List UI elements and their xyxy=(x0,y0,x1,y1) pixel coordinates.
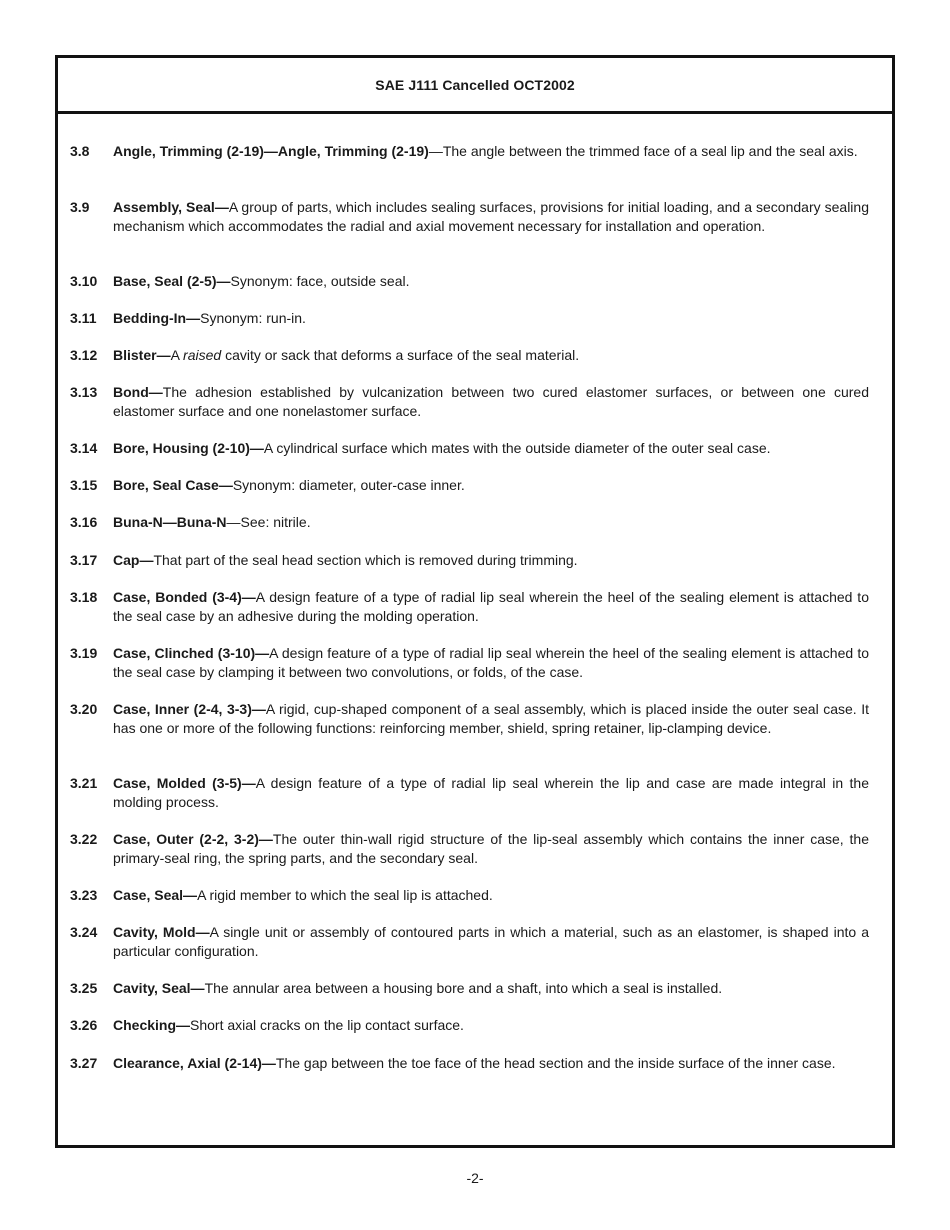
entry-number: 3.24 xyxy=(70,924,98,940)
entry-term: Case, Outer (2-2, 3-2)— xyxy=(113,831,273,847)
definition-entry xyxy=(70,513,869,532)
entry-definition: A rigid, cup-shaped component of a seal assembly, which is placed inside the outer seal case. It has one or more of the following functions: reinforcing member, shield, spring retainer, lip-clamping device. xyxy=(113,701,869,736)
entry-text xyxy=(113,588,869,626)
entry-term: Case, Molded (3-5)— xyxy=(113,775,256,791)
entry-text xyxy=(113,476,869,495)
entry-number: 3.20 xyxy=(70,701,98,717)
entry-text xyxy=(113,142,869,161)
entry-text xyxy=(113,309,869,328)
entry-term: Clearance, Axial (2-14)— xyxy=(113,1055,276,1071)
document-title: SAE J111 Cancelled OCT2002 xyxy=(375,76,575,93)
entry-number: 3.22 xyxy=(70,831,98,847)
entry-definition: A group of parts, which includes sealing surfaces, provisions for initial loading, and a secondary sealing mechanism which accommodates the radial and axial movement necessary for installation and operation. xyxy=(113,199,869,234)
entry-definition: A rigid member to which the seal lip is attached. xyxy=(197,887,493,903)
entry-number: 3.26 xyxy=(70,1017,98,1033)
entry-text xyxy=(113,383,869,421)
entry-definition-continued: cavity or sack that deforms a surface of the seal material. xyxy=(221,347,580,363)
entry-term: Assembly, Seal— xyxy=(113,199,229,215)
entry-term: Case, Seal— xyxy=(113,887,198,903)
entry-text xyxy=(113,551,869,570)
entry-number: 3.9 xyxy=(70,199,90,215)
entry-term: Cavity, Seal— xyxy=(113,980,205,996)
definition-entry xyxy=(70,272,869,291)
page-number: -2- xyxy=(466,1170,484,1186)
definition-entry xyxy=(70,551,869,570)
entry-definition: —The angle between the trimmed face of a seal lip and the seal axis. xyxy=(428,143,858,159)
entry-term: Case, Clinched (3-10)— xyxy=(113,645,270,661)
entry-definition: A cylindrical surface which mates with the outside diameter of the outer seal case. xyxy=(263,440,771,456)
entry-term: Bore, Seal Case— xyxy=(113,477,233,493)
entry-number: 3.13 xyxy=(70,384,98,400)
definition-entry xyxy=(70,923,869,961)
entry-definition: The gap between the toe face of the head section and the inside surface of the inner case. xyxy=(275,1055,836,1071)
entry-term: Checking— xyxy=(113,1017,191,1033)
entry-number: 3.15 xyxy=(70,477,98,493)
entry-number: 3.19 xyxy=(70,645,98,661)
entry-term: Blister— xyxy=(113,347,171,363)
entry-text xyxy=(113,1016,869,1035)
definition-entry xyxy=(70,1054,869,1073)
definition-entry xyxy=(70,644,869,682)
document-header xyxy=(58,58,892,114)
entry-term: Bore, Housing (2-10)— xyxy=(113,440,264,456)
entry-text xyxy=(113,513,869,532)
entry-number: 3.23 xyxy=(70,887,98,903)
definition-entry xyxy=(70,346,869,365)
entry-text xyxy=(113,346,869,365)
entry-number: 3.10 xyxy=(70,273,98,289)
entry-number: 3.17 xyxy=(70,552,98,568)
entry-text xyxy=(113,774,869,812)
entry-text xyxy=(113,1054,869,1073)
entry-term: Bedding-In— xyxy=(113,310,201,326)
entry-number: 3.8 xyxy=(70,143,90,159)
entry-definition: —See: nitrile. xyxy=(226,514,311,530)
entry-text xyxy=(113,979,869,998)
entry-text xyxy=(113,830,869,868)
entry-definition: Synonym: run-in. xyxy=(200,310,306,326)
entry-definition: A design feature of a type of radial lip seal wherein the lip and case are made integral in the molding process. xyxy=(113,775,869,810)
definition-entry xyxy=(70,1016,869,1035)
entry-definition: That part of the seal head section which is removed during trimming. xyxy=(153,552,578,568)
definition-entry xyxy=(70,886,869,905)
entry-text xyxy=(113,923,869,961)
entry-text xyxy=(113,439,869,458)
entry-definition-italic: raised xyxy=(183,347,222,363)
entry-definition: Synonym: diameter, outer-case inner. xyxy=(232,477,465,493)
definition-entry xyxy=(70,979,869,998)
definition-entry xyxy=(70,309,869,328)
entry-text xyxy=(113,198,869,236)
entry-number: 3.11 xyxy=(70,310,97,326)
entry-definition: A single unit or assembly of contoured parts in which a material, such as an elastomer, is shaped into a particular configuration. xyxy=(113,924,869,959)
definition-entry xyxy=(70,476,869,495)
entry-definition: A xyxy=(170,347,184,363)
entry-number: 3.18 xyxy=(70,589,98,605)
entry-definition: The annular area between a housing bore and a shaft, into which a seal is installed. xyxy=(204,980,723,996)
entry-number: 3.14 xyxy=(70,440,98,456)
definition-entry xyxy=(70,439,869,458)
entry-text xyxy=(113,272,869,291)
entry-definition: The adhesion established by vulcanization between two cured elastomer surfaces, or between one cured elastomer surface and one nonelastomer surface. xyxy=(113,384,869,419)
definition-entry xyxy=(70,383,869,421)
definition-entry xyxy=(70,142,869,161)
entry-term: Cavity, Mold— xyxy=(113,924,210,940)
entry-definition: A design feature of a type of radial lip seal wherein the heel of the sealing element is attached to the seal case by clamping it between two convolutions, or folds, of the case. xyxy=(113,645,869,680)
definition-entry xyxy=(70,830,869,868)
entry-term: Base, Seal (2-5)— xyxy=(113,273,231,289)
definition-entry xyxy=(70,198,869,236)
entry-term: Case, Bonded (3-4)— xyxy=(113,589,256,605)
entry-number: 3.25 xyxy=(70,980,98,996)
entry-text xyxy=(113,886,869,905)
entry-definition: The outer thin-wall rigid structure of the lip-seal assembly which contains the inner case, the primary-seal ring, the spring parts, and the secondary seal. xyxy=(113,831,869,866)
entry-definition: Synonym: face, outside seal. xyxy=(230,273,410,289)
entry-number: 3.21 xyxy=(70,775,98,791)
entry-number: 3.12 xyxy=(70,347,98,363)
entry-text xyxy=(113,700,869,738)
entry-text xyxy=(113,644,869,682)
entry-term: Buna-N—Buna-N xyxy=(113,514,227,530)
entry-number: 3.16 xyxy=(70,514,98,530)
definition-entry xyxy=(70,774,869,812)
definition-entry xyxy=(70,588,869,626)
entry-term: Angle, Trimming (2-19)—Angle, Trimming (2-19) xyxy=(113,143,429,159)
entry-term: Bond— xyxy=(113,384,163,400)
entry-definition: Short axial cracks on the lip contact surface. xyxy=(190,1017,464,1033)
entry-term: Cap— xyxy=(113,552,154,568)
entry-term: Case, Inner (2-4, 3-3)— xyxy=(113,701,266,717)
entry-number: 3.27 xyxy=(70,1055,98,1071)
entry-definition: A design feature of a type of radial lip seal wherein the heel of the sealing element is attached to the seal case by an adhesive during the molding operation. xyxy=(113,589,869,624)
definition-entry xyxy=(70,700,869,738)
